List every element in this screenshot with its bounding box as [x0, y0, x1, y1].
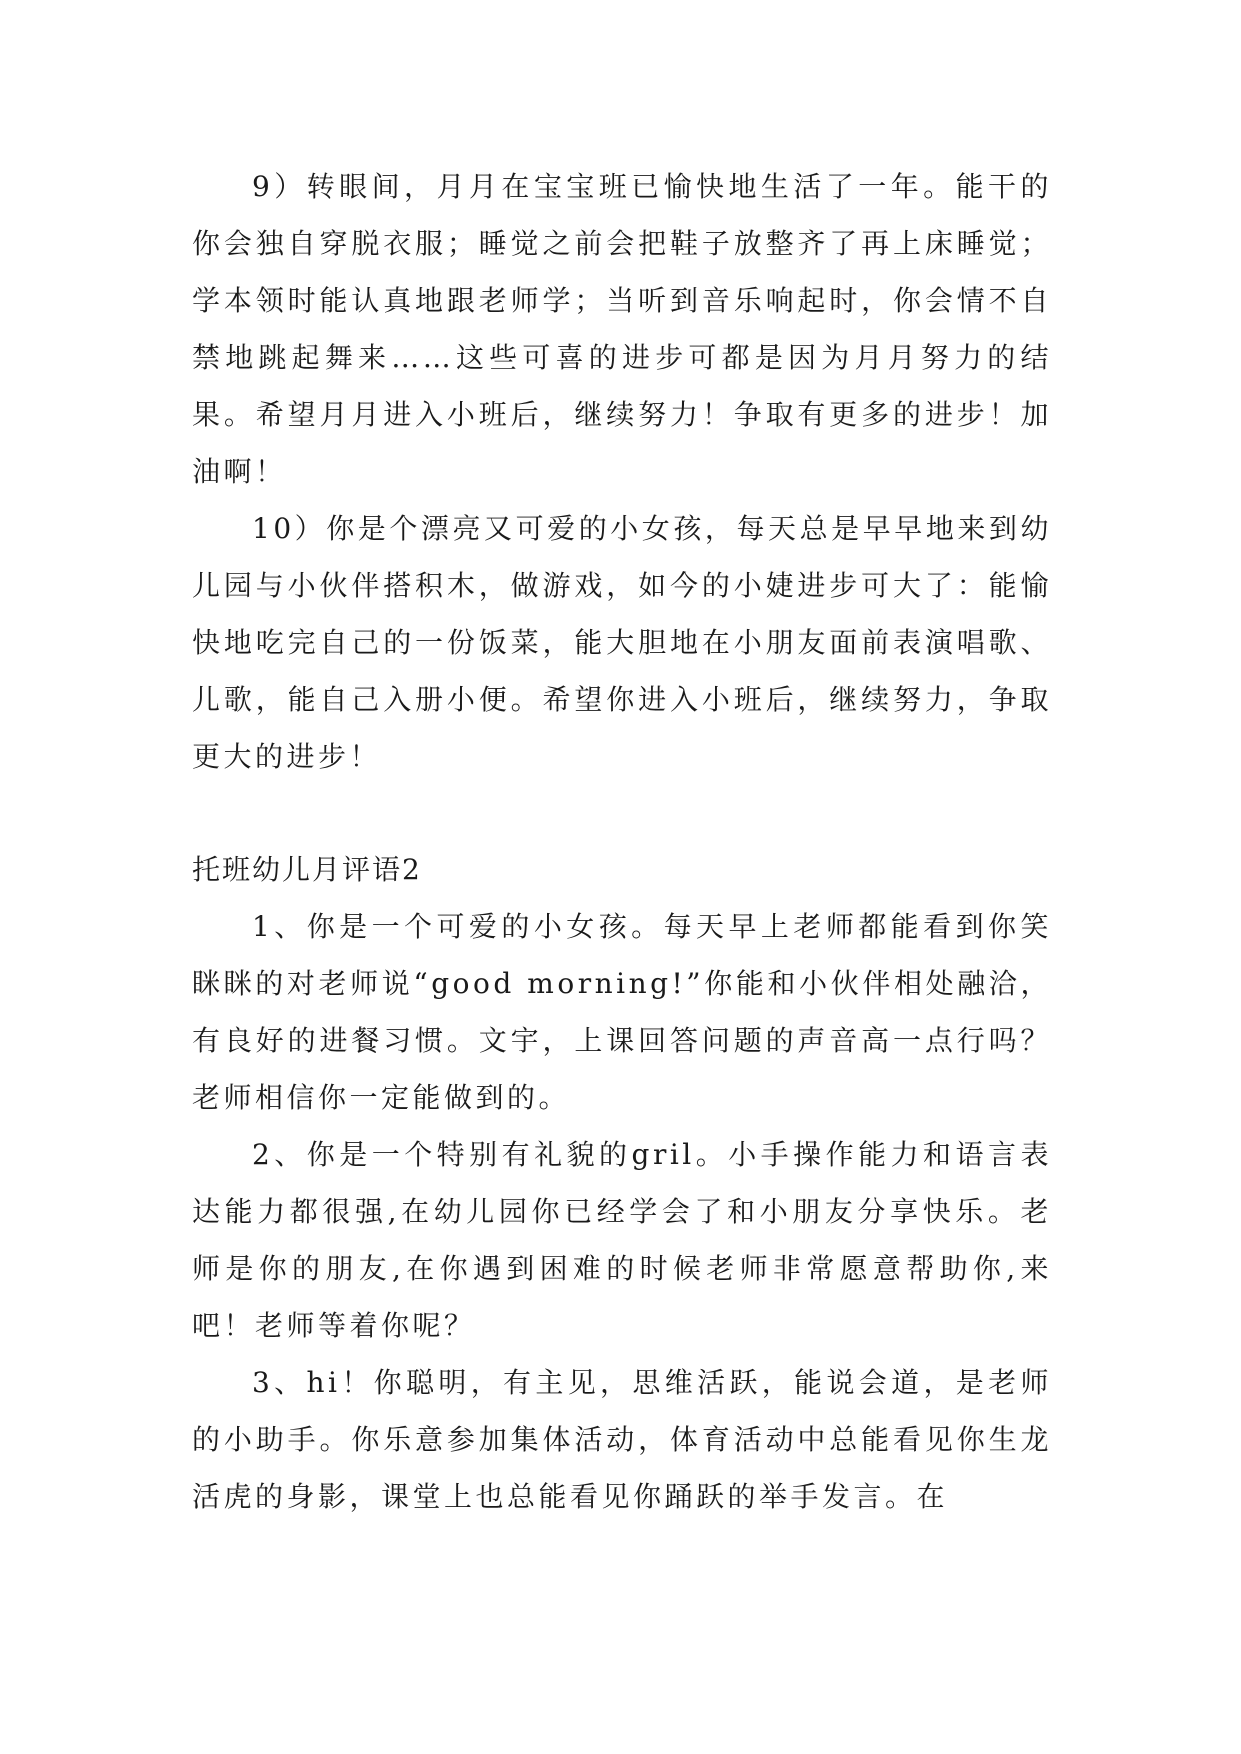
paragraph-10: 10）你是个漂亮又可爱的小女孩，每天总是早早地来到幼儿园与小伙伴搭积木，做游戏，如今的小婕进步可大了：能愉快地吃完自己的一份饭菜，能大胆地在小朋友面前表演唱歌、儿歌，能自己入册小便。希望你进入小班后，继续努力，争取更大的进步！ [192, 512, 1052, 773]
paragraph-3: 3、hi！你聪明，有主见，思维活跃，能说会道，是老师的小助手。你乐意参加集体活动，体育活动中总能看见你生龙活虎的身影，课堂上也总能看见你踊跃的举手发言。在 [192, 1366, 1052, 1513]
section-spacer [192, 785, 1052, 841]
paragraph-2: 2、你是一个特别有礼貌的gril。小手操作能力和语言表达能力都很强,在幼儿园你已经学会了和小朋友分享快乐。老师是你的朋友,在你遇到困难的时候老师非常愿意帮助你,来吧！老师等着你呢？ [192, 1138, 1052, 1342]
paragraph-1: 1、你是一个可爱的小女孩。每天早上老师都能看到你笑眯眯的对老师说“good morning!”你能和小伙伴相处融洽，有良好的进餐习惯。文宇，上课回答问题的声音高一点行吗？老师相信你一定能做到的。 [192, 910, 1052, 1114]
document-body [192, 158, 1052, 1525]
paragraph-9: 9）转眼间，月月在宝宝班已愉快地生活了一年。能干的你会独自穿脱衣服；睡觉之前会把鞋子放整齐了再上床睡觉；学本领时能认真地跟老师学；当听到音乐响起时，你会情不自禁地跳起舞来……这些可喜的进步可都是因为月月努力的结果。希望月月进入小班后，继续努力！争取有更多的进步！加油啊！ [192, 170, 1052, 488]
section-heading: 托班幼儿月评语2 [192, 853, 422, 886]
